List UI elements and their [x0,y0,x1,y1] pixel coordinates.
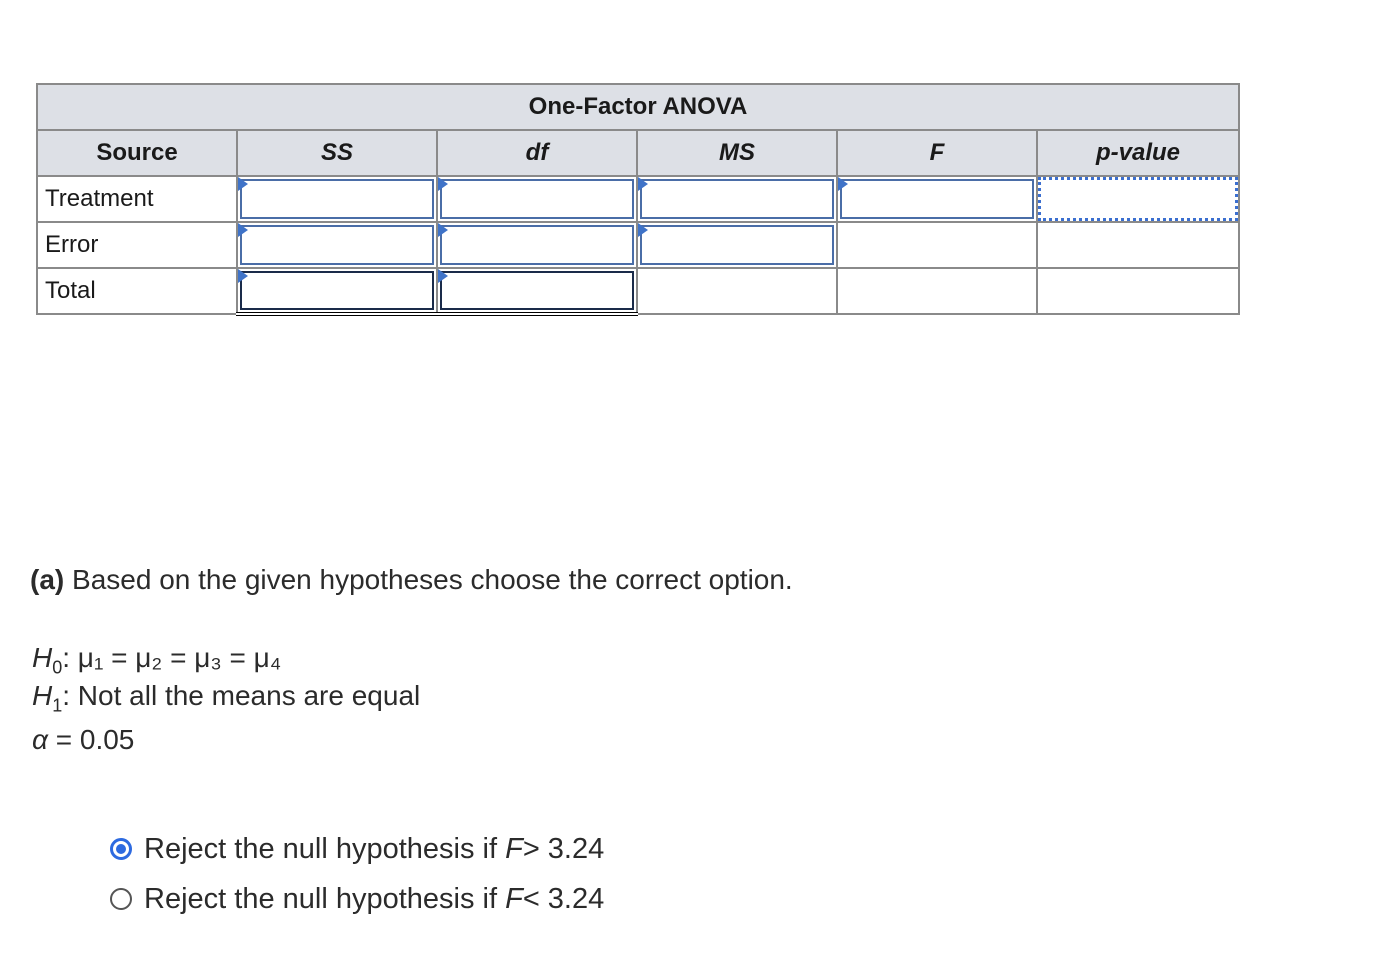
header-df: df [437,130,637,176]
flag-icon [238,223,248,237]
total-f-cell [837,268,1037,314]
table-row-treatment [37,176,1239,222]
error-f-cell [837,222,1037,268]
flag-icon [638,223,648,237]
option-reject-if-greater[interactable] [110,824,604,874]
option-reject-if-less[interactable] [110,874,604,924]
flag-icon [438,223,448,237]
row-label-total: Total [37,268,237,314]
header-source: Source [37,130,237,176]
header-ss: SS [237,130,437,176]
flag-icon [238,177,248,191]
option-label: Reject the null hypothesis if F< 3.24 [144,882,605,915]
error-p-value-cell [1037,222,1239,268]
alternative-hypothesis: $H_1$: Not all the means are equal [32,680,421,716]
alpha-level: α = 0.05 [32,724,135,755]
flag-icon [238,269,248,283]
row-label-treatment: Treatment [37,176,237,222]
answer-options [110,824,604,924]
radio-unselected-icon[interactable] [110,888,132,910]
treatment-df-input[interactable] [440,179,634,219]
treatment-p-value-dropdown[interactable] [1038,177,1238,221]
header-ms: MS [637,130,837,176]
anova-table [36,83,1240,316]
header-f: F [837,130,1037,176]
treatment-f-input[interactable] [840,179,1034,219]
error-ms-input[interactable] [640,225,834,265]
table-row-total [37,268,1239,314]
treatment-ss-input[interactable] [240,179,434,219]
total-p-value-cell [1037,268,1239,314]
flag-icon [638,177,648,191]
question-part-label: (a) [30,564,65,595]
flag-icon [838,177,848,191]
option-label: Reject the null hypothesis if F> 3.24 [144,832,605,865]
header-p-value: p-value [1037,130,1239,176]
table-title: One-Factor ANOVA [37,84,1239,130]
table-row-error [37,222,1239,268]
flag-icon [438,177,448,191]
null-hypothesis: $H_0$: μ₁ = μ₂ = μ₃ = μ₄ [32,642,282,678]
flag-icon [438,269,448,283]
error-ss-input[interactable] [240,225,434,265]
error-df-input[interactable] [440,225,634,265]
total-df-input[interactable] [440,271,634,310]
question-text: Based on the given hypotheses choose the correct option. [72,564,793,595]
total-ss-input[interactable] [240,271,434,310]
radio-selected-icon[interactable] [110,838,132,860]
treatment-ms-input[interactable] [640,179,834,219]
row-label-error: Error [37,222,237,268]
question-prompt [30,564,793,596]
total-ms-cell [637,268,837,314]
